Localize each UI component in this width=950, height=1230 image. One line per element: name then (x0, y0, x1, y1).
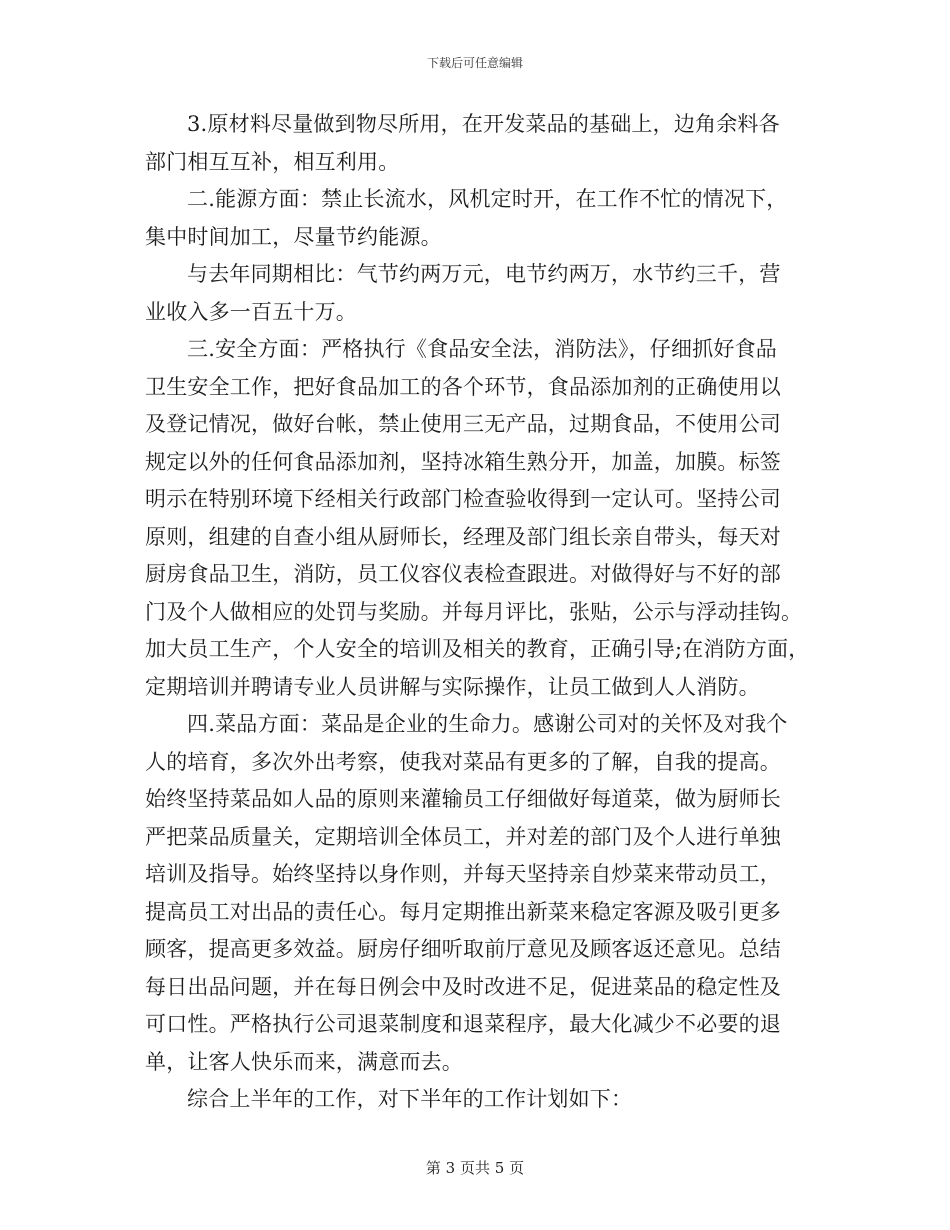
paragraph-comparison (145, 256, 817, 331)
text-line: 原则，组建的自查小组从厨师长，经理及部门组长亲自带头，每天对 (145, 524, 781, 549)
page-footer: 第 3 页共 5 页 (425, 1159, 525, 1177)
text-line: 规定以外的任何食品添加剂，坚持冰箱生熟分开，加盖，加膜。标签 (145, 449, 781, 474)
text-line: 3.原材料尽量做到物尽所用，在开发菜品的基础上，边角余料各 (187, 112, 780, 136)
text-line: 厨房食品卫生，消防，员工仪容仪表检查跟进。对做得好与不好的部 (145, 562, 781, 586)
text-line: 培训及指导。始终坚持以身作则，并每天坚持亲自炒菜来带动员工， (145, 862, 781, 886)
page-header: 下载后可任意编辑 (426, 56, 523, 70)
text-line: 四.菜品方面：菜品是企业的生命力。感谢公司对的关怀及对我个 (187, 712, 788, 736)
text-line: 与去年同期相比：气节约两万元，电节约两万，水节约三千，营 (187, 262, 781, 286)
text-line: 人的培育，多次外出考察，使我对菜品有更多的了解，自我的提高。 (145, 749, 781, 774)
text-line: 门及个人做相应的处罚与奖励。并每月评比，张贴，公示与浮动挂钩。 (145, 599, 803, 624)
text-line: 始终坚持菜品如人品的原则来灌输员工仔细做好每道菜，做为厨师长 (145, 787, 781, 811)
paragraph-summary (145, 1081, 817, 1119)
text-line: 明示在特别环境下经相关行政部门检查验收得到一定认可。坚持公司 (145, 487, 781, 511)
text-line: 集中时间加工，尽量节约能源。 (145, 224, 442, 249)
text-line: 及登记情况，做好台帐，禁止使用三无产品，过期食品，不使用公司 (145, 412, 781, 436)
text-line: 顾客，提高更多效益。厨房仔细听取前厅意见及顾客返还意见。总结 (145, 937, 781, 961)
text-line: 定期培训并聘请专业人员讲解与实际操作，让员工做到人人消防。 (145, 674, 760, 699)
text-line: 三.安全方面：严格执行《食品安全法，消防法》，仔细抓好食品 (187, 337, 777, 361)
text-line: 提高员工对出品的责任心。每月定期推出新菜来稳定客源及吸引更多 (145, 899, 781, 924)
text-line: 加大员工生产，个人安全的培训及相关的教育，正确引导;在消防方面， (145, 637, 810, 661)
text-line: 部门相互互补，相互利用。 (145, 149, 400, 174)
text-line: 二.能源方面：禁止长流水，风机定时开，在工作不忙的情况下， (187, 187, 788, 211)
paragraph-safety (145, 331, 817, 706)
text-line: 卫生安全工作，把好食品加工的各个环节，食品添加剂的正确使用以 (145, 374, 781, 399)
paragraph-dishes (145, 706, 817, 1081)
paragraph-energy (145, 181, 817, 256)
text-line: 每日出品问题，并在每日例会中及时改进不足，促进菜品的稳定性及 (145, 974, 781, 999)
document-body (145, 106, 817, 1119)
text-line: 业收入多一百五十万。 (145, 299, 357, 324)
text-line: 可口性。严格执行公司退菜制度和退菜程序，最大化减少不必要的退 (145, 1012, 781, 1036)
text-line: 单，让客人快乐而来，满意而去。 (145, 1049, 463, 1074)
text-line: 综合上半年的工作，对下半年的工作计划如下： (187, 1087, 633, 1111)
paragraph-materials (145, 106, 817, 181)
text-line: 严把菜品质量关，定期培训全体员工，并对差的部门及个人进行单独 (145, 824, 781, 849)
